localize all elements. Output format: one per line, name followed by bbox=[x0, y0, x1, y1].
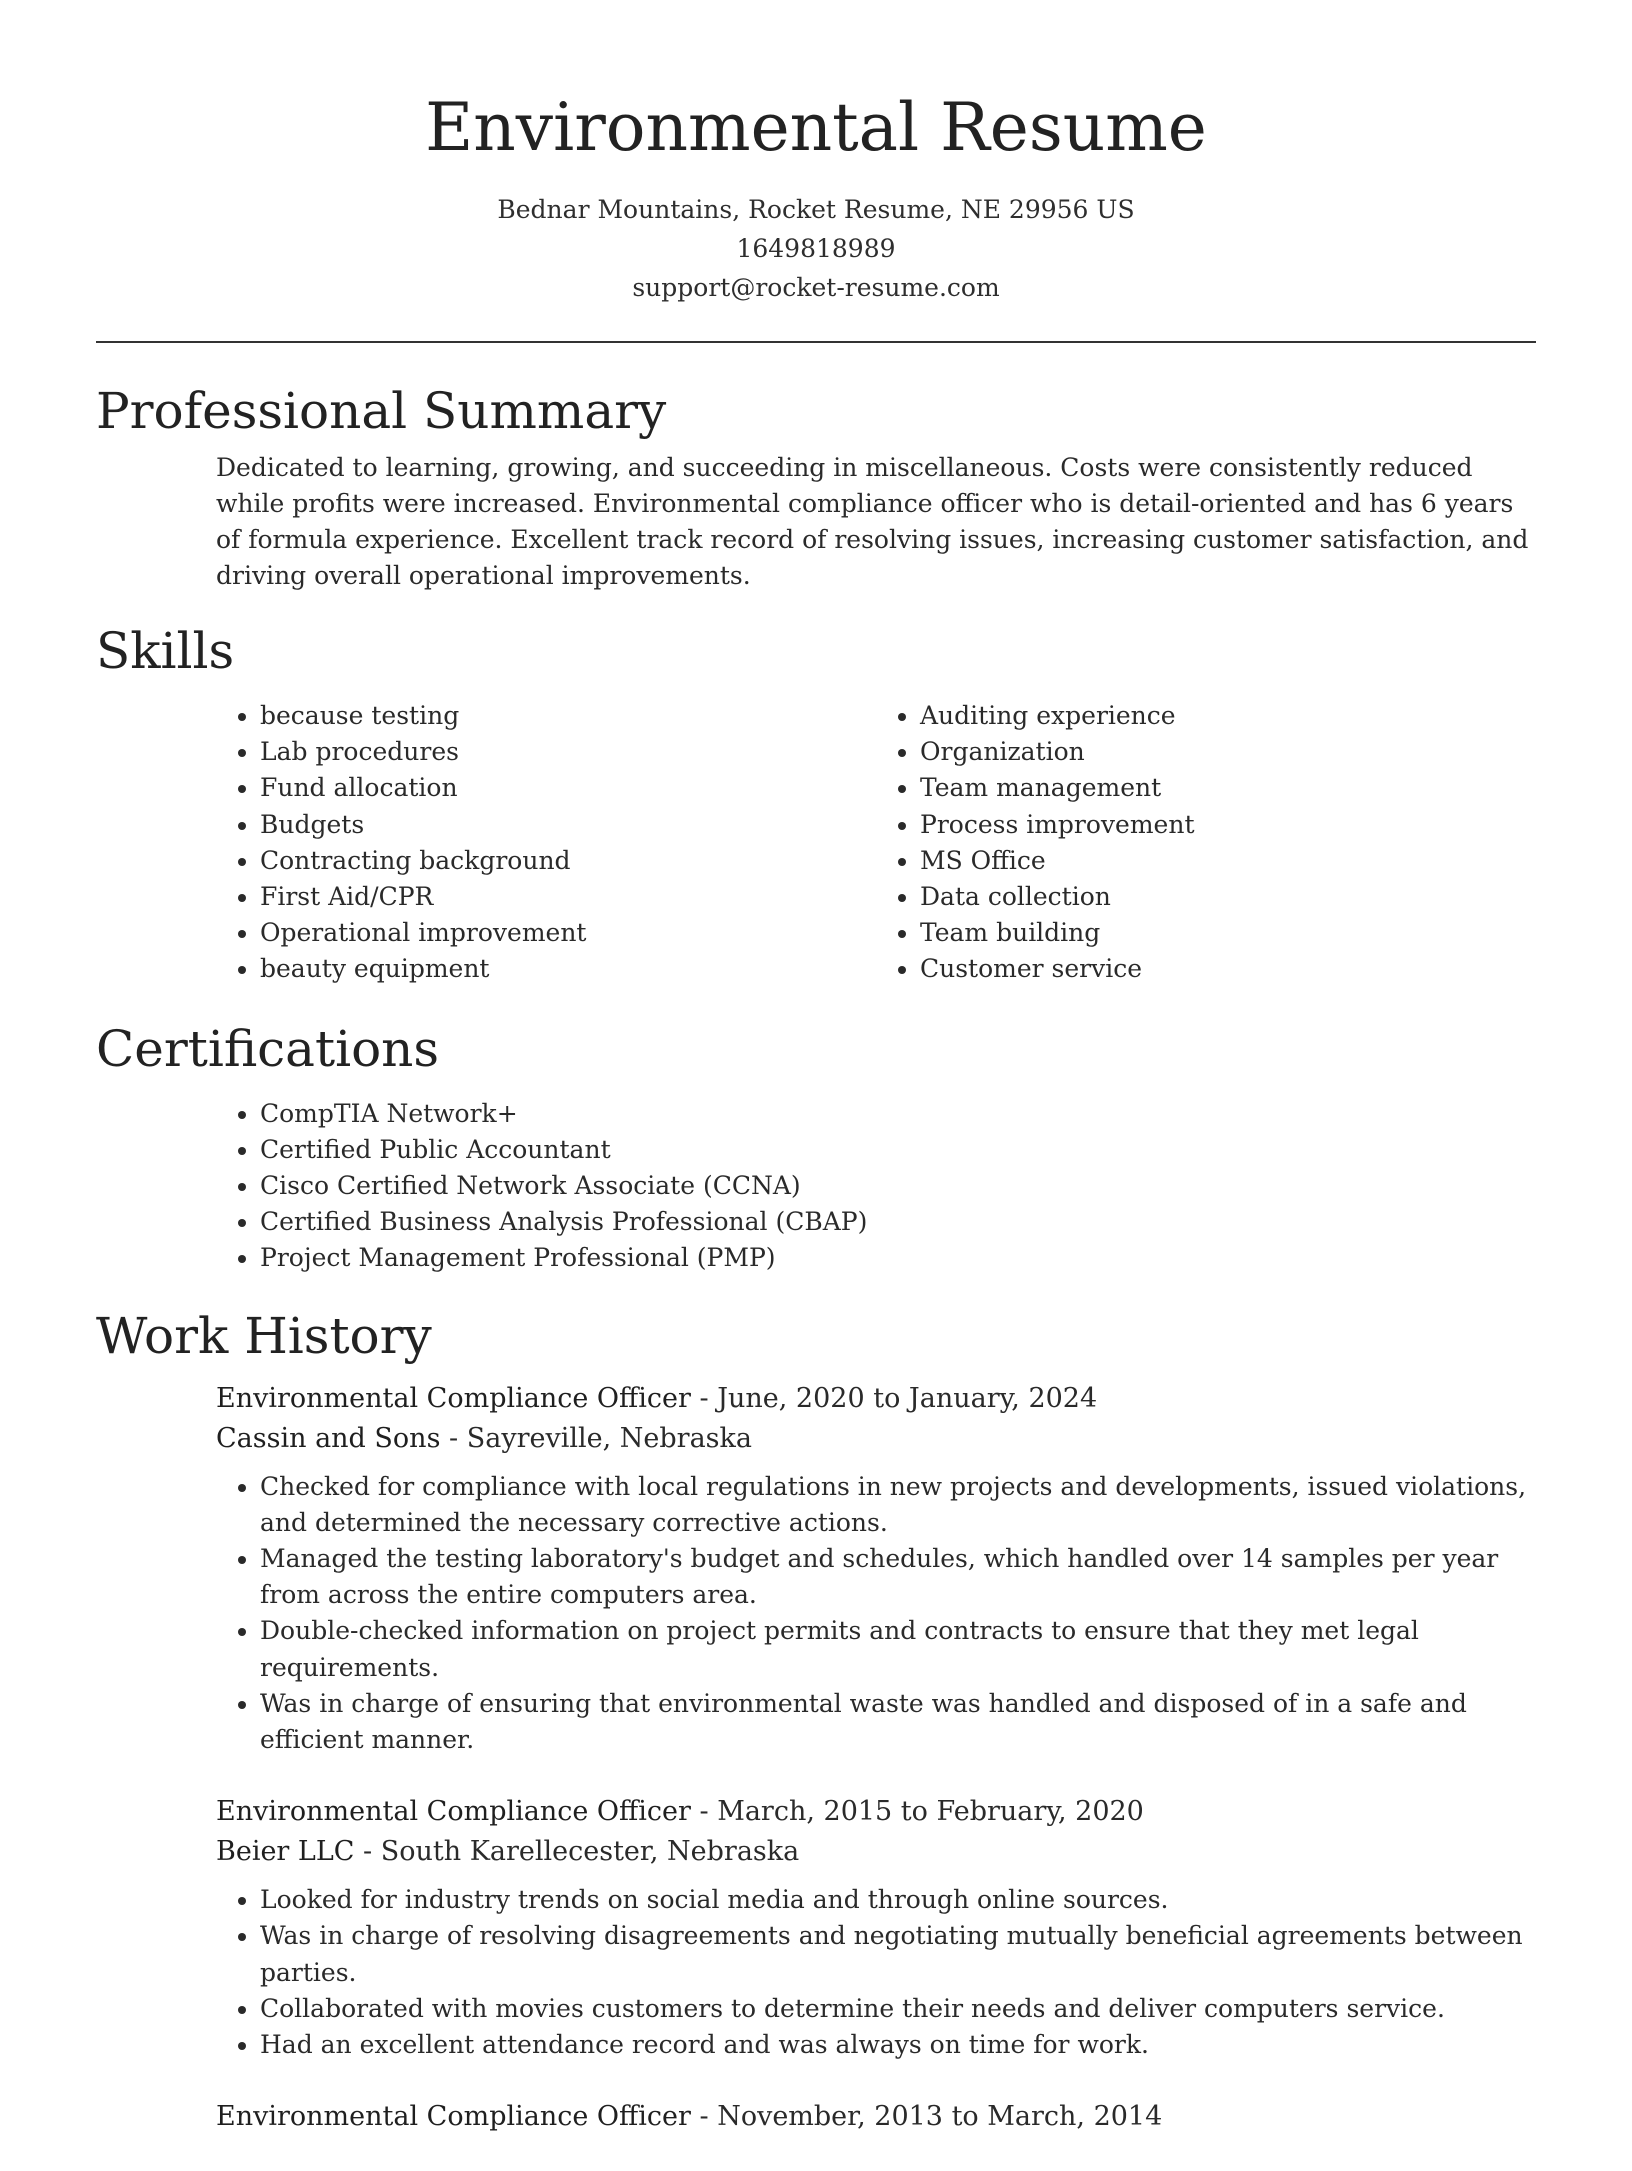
skill-item: • Lab procedures bbox=[260, 734, 876, 770]
certification-item: • Project Management Professional (PMP) bbox=[260, 1240, 1536, 1276]
job-dates: March, 2015 to February, 2020 bbox=[717, 1796, 1144, 1828]
skill-item: • Process improvement bbox=[920, 807, 1536, 843]
contact-address: Bednar Mountains, Rocket Resume, NE 29956 US bbox=[497, 195, 1135, 224]
certifications-list bbox=[216, 1096, 1536, 1277]
job-bullet: • Collaborated with movies customers to determine their needs and deliver computers service. bbox=[260, 1991, 1536, 2027]
skill-item: • MS Office bbox=[920, 843, 1536, 879]
header-divider bbox=[96, 341, 1536, 343]
job-bullets bbox=[216, 1469, 1536, 1759]
job-location: South Karellecester, Nebraska bbox=[380, 1836, 800, 1868]
job-title-line bbox=[216, 2097, 1536, 2137]
certifications-heading: Certifications bbox=[96, 1019, 440, 1078]
skill-item: • Organization bbox=[920, 734, 1536, 770]
job-bullet: • Was in charge of ensuring that environmental waste was handled and disposed of in a safe and efficient manner. bbox=[260, 1686, 1536, 1758]
skills-columns bbox=[216, 698, 1536, 988]
resume-content bbox=[96, 378, 1536, 2171]
job-bullets bbox=[216, 1882, 1536, 2063]
summary-text: Dedicated to learning, growing, and succeeding in miscellaneous. Costs were consistently reduced while profits were increased. Environmental compliance officer who is detail-oriented and has 6 years of formula experience. Excellent track record of resolving issues, increasing customer satisfaction, and driving overall operational improvements. bbox=[216, 453, 1529, 590]
job-company: Cassin and Sons bbox=[216, 1422, 441, 1454]
skill-item: • Contracting background bbox=[260, 843, 876, 879]
skill-item: • because testing bbox=[260, 698, 876, 734]
skill-item: • Data collection bbox=[920, 879, 1536, 915]
job-entry bbox=[216, 1379, 1536, 1759]
job-bullet: • Checked for compliance with local regulations in new projects and developments, issued violations, and determined the necessary corrective actions. bbox=[260, 1469, 1536, 1541]
work-history-heading: Work History bbox=[96, 1306, 432, 1365]
skills-list-left bbox=[216, 698, 876, 988]
job-entry bbox=[216, 1792, 1536, 2063]
job-bullet: • Managed the testing laboratory's budget and schedules, which handled over 14 samples per year from across the entire computers area. bbox=[260, 1541, 1536, 1613]
job-role: Environmental Compliance Officer bbox=[216, 1382, 691, 1414]
skill-item: • Team management bbox=[920, 770, 1536, 806]
job-company: Beier LLC bbox=[216, 1836, 355, 1868]
contact-email: support@rocket-resume.com bbox=[632, 273, 1000, 302]
contact-phone: 1649818989 bbox=[736, 234, 896, 263]
skill-item: • beauty equipment bbox=[260, 951, 876, 987]
job-sep: - bbox=[449, 1422, 467, 1454]
skill-item: • Fund allocation bbox=[260, 770, 876, 806]
certification-item: • Certified Business Analysis Professional (CBAP) bbox=[260, 1204, 1536, 1240]
certification-item: • CompTIA Network+ bbox=[260, 1096, 1536, 1132]
job-company-line bbox=[216, 1832, 1536, 1872]
job-bullet: • Looked for industry trends on social media and through online sources. bbox=[260, 1882, 1536, 1918]
job-sep: - bbox=[699, 1382, 718, 1414]
summary-heading: Professional Summary bbox=[96, 382, 667, 440]
job-title-line bbox=[216, 1379, 1536, 1419]
job-role: Environmental Compliance Officer bbox=[216, 2101, 691, 2133]
job-dates: November, 2013 to March, 2014 bbox=[717, 2101, 1163, 2133]
job-bullet: • Double-checked information on project permits and contracts to ensure that they met legal requirements. bbox=[260, 1613, 1536, 1685]
certification-item: • Certified Public Accountant bbox=[260, 1132, 1536, 1168]
resume-header bbox=[0, 0, 1632, 307]
certifications-block bbox=[216, 1096, 1536, 1277]
skills-list-right bbox=[876, 698, 1536, 988]
job-bullet: • Was in charge of resolving disagreements and negotiating mutually beneficial agreements between parties. bbox=[260, 1918, 1536, 1990]
job-dates: June, 2020 to January, 2024 bbox=[717, 1382, 1098, 1414]
skill-item: • First Aid/CPR bbox=[260, 879, 876, 915]
skill-item: • Operational improvement bbox=[260, 915, 876, 951]
skill-item: • Customer service bbox=[920, 951, 1536, 987]
job-bullet: • Had an excellent attendance record and was always on time for work. bbox=[260, 2027, 1536, 2063]
resume-title: Environmental Resume bbox=[425, 89, 1207, 166]
job-entry bbox=[216, 2097, 1536, 2137]
job-sep: - bbox=[699, 1796, 718, 1828]
job-sep: - bbox=[363, 1836, 381, 1868]
job-company-line bbox=[216, 1419, 1536, 1459]
skills-heading: Skills bbox=[96, 622, 235, 680]
job-location: Sayreville, Nebraska bbox=[466, 1422, 752, 1454]
job-title-line bbox=[216, 1792, 1536, 1832]
contact-block bbox=[0, 190, 1632, 307]
skill-item: • Budgets bbox=[260, 807, 876, 843]
skill-item: • Auditing experience bbox=[920, 698, 1536, 734]
certification-item: • Cisco Certified Network Associate (CCNA) bbox=[260, 1168, 1536, 1204]
skill-item: • Team building bbox=[920, 915, 1536, 951]
job-role: Environmental Compliance Officer bbox=[216, 1796, 691, 1828]
job-sep: - bbox=[699, 2101, 718, 2133]
